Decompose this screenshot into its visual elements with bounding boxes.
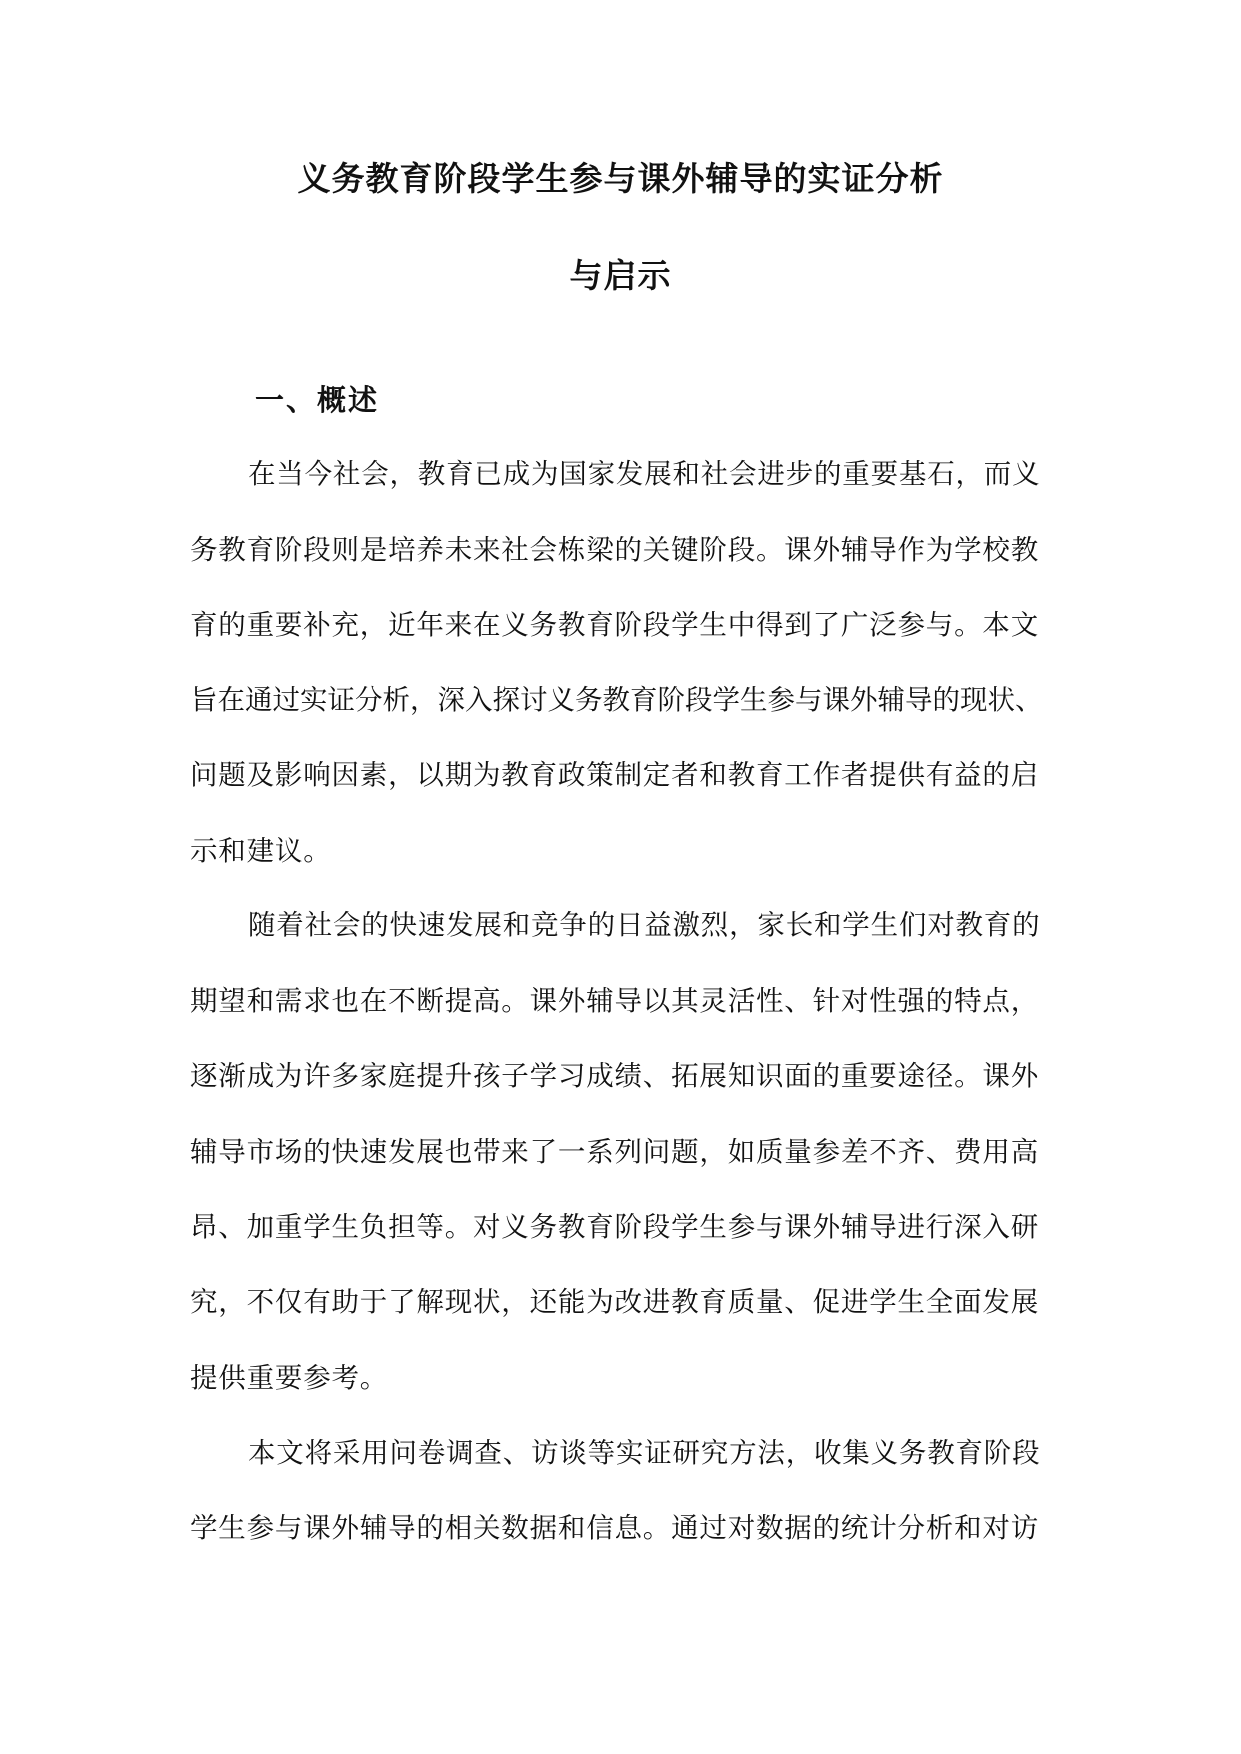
paragraph-line: 旨在通过实证分析，深入探讨义务教育阶段学生参与课外辅导的现状、 — [190, 684, 1043, 716]
paragraph-line: 究，不仅有助于了解现状，还能为改进教育质量、促进学生全面发展 — [190, 1286, 1039, 1318]
paragraph-line: 逐渐成为许多家庭提升孩子学习成绩、拓展知识面的重要途径。课外 — [190, 1060, 1039, 1092]
paragraph-line: 昂、加重学生负担等。对义务教育阶段学生参与课外辅导进行深入研 — [190, 1211, 1039, 1243]
paragraph-line: 随着社会的快速发展和竞争的日益激烈，家长和学生们对教育的 — [248, 909, 1041, 941]
paragraph-line: 务教育阶段则是培养未来社会栋梁的关键阶段。课外辅导作为学校教 — [190, 534, 1039, 566]
paragraph-line: 在当今社会，教育已成为国家发展和社会进步的重要基石，而义 — [248, 458, 1041, 490]
paragraph-line: 育的重要补充，近年来在义务教育阶段学生中得到了广泛参与。本文 — [190, 609, 1039, 641]
paragraph-line: 辅导市场的快速发展也带来了一系列问题，如质量参差不齐、费用高 — [190, 1136, 1039, 1168]
paragraph-line: 本文将采用问卷调查、访谈等实证研究方法，收集义务教育阶段 — [248, 1437, 1041, 1469]
paragraph-line: 学生参与课外辅导的相关数据和信息。通过对数据的统计分析和对访 — [190, 1512, 1039, 1544]
document-title-line2: 与启示 — [569, 256, 672, 295]
paragraph-line: 提供重要参考。 — [190, 1362, 389, 1394]
paragraph-line: 期望和需求也在不断提高。课外辅导以其灵活性、针对性强的特点， — [190, 985, 1039, 1017]
paragraph-line: 示和建议。 — [190, 835, 332, 867]
paragraph-line: 问题及影响因素，以期为教育政策制定者和教育工作者提供有益的启 — [190, 759, 1039, 791]
section-heading-overview: 一、概述 — [255, 383, 380, 417]
document-title-line1: 义务教育阶段学生参与课外辅导的实证分析 — [297, 159, 944, 198]
